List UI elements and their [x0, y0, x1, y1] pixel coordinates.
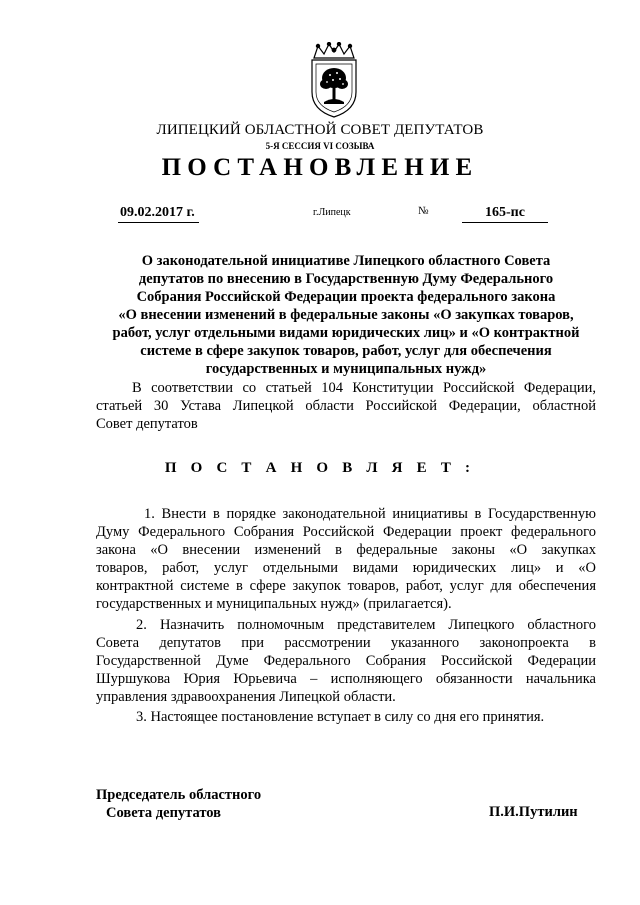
- title-line: депутатов по внесению в Государственную Думу Федерального: [138, 271, 554, 287]
- signatory-title-line: Председатель областного: [96, 787, 262, 803]
- paragraph-line: 2. Назначить полномочным представителем Липецкого областного: [136, 617, 596, 633]
- preamble: [96, 379, 596, 433]
- paragraph-line: контрактной системе в сфере закупок товаров, работ, услуг для обеспечения: [96, 578, 596, 594]
- document-number: 165-пс: [462, 205, 548, 223]
- paragraph-2: [96, 616, 596, 706]
- paragraph-line: товаров, работ, услуг отдельными видами юридических лиц» и «О: [96, 560, 596, 576]
- org-name: ЛИПЕЦКИЙ ОБЛАСТНОЙ СОВЕТ ДЕПУТАТОВ: [156, 122, 484, 138]
- paragraph-line: управления здравоохранения Липецкой области.: [96, 689, 396, 705]
- document-type: ПОСТАНОВЛЕНИЕ: [161, 154, 479, 181]
- preamble-line: статьей 30 Устава Липецкой области Российской Федерации, областной: [96, 398, 596, 414]
- signatory-name: П.И.Путилин: [489, 804, 578, 820]
- session-label: 5-Я СЕССИЯ VI СОЗЫВА: [265, 141, 375, 151]
- paragraph-line: 1. Внести в порядке законодательной инициативы в Государственную: [144, 506, 596, 522]
- paragraph-line: Государственной Думе Федерального Собрания Российской Федерации: [96, 653, 596, 669]
- title-line: «О внесении изменений в федеральные законы «О закупках товаров,: [118, 307, 574, 323]
- title-line: Собрания Российской Федерации проекта федерального закона: [136, 289, 556, 305]
- coat-of-arms-icon: [302, 42, 366, 120]
- title-line: работ, услуг отдельными видами юридических лиц» и «О контрактной: [112, 325, 580, 341]
- resolves-heading: П О С Т А Н О В Л Я Е Т :: [164, 460, 476, 476]
- title-line: государственных и муниципальных нужд»: [205, 361, 487, 377]
- document-title: [96, 252, 596, 378]
- signatory-title: [96, 786, 261, 822]
- signatory-title-line: Совета депутатов: [106, 805, 222, 821]
- paragraph-line: закона «О внесении изменений в федеральные законы «О закупках: [96, 542, 596, 558]
- paragraph-line: государственных и муниципальных нужд» (прилагается).: [96, 596, 452, 612]
- paragraph-line: 3. Настоящее постановление вступает в силу со дня его принятия.: [136, 709, 545, 725]
- paragraph-line: Думу Федерального Собрания Российской Федерации проект федерального: [96, 524, 596, 540]
- preamble-line: В соответствии со статьей 104 Конституции Российской Федерации,: [132, 380, 596, 396]
- title-line: О законодательной инициативе Липецкого областного Совета: [141, 253, 551, 269]
- number-sign: №: [418, 205, 429, 217]
- paragraph-1: [96, 505, 596, 613]
- paragraph-line: Шуршукова Юрия Юрьевича – исполняющего обязанности начальника: [96, 671, 596, 687]
- preamble-line: Совет депутатов: [96, 416, 198, 432]
- city: г.Липецк: [313, 207, 351, 218]
- title-line: системе в сфере закупок товаров, работ, услуг для обеспечения: [140, 343, 552, 359]
- document-date: 09.02.2017 г.: [118, 205, 199, 223]
- paragraph-3: [96, 708, 596, 726]
- paragraph-line: Совета депутатов при рассмотрении указанного законопроекта в: [96, 635, 596, 651]
